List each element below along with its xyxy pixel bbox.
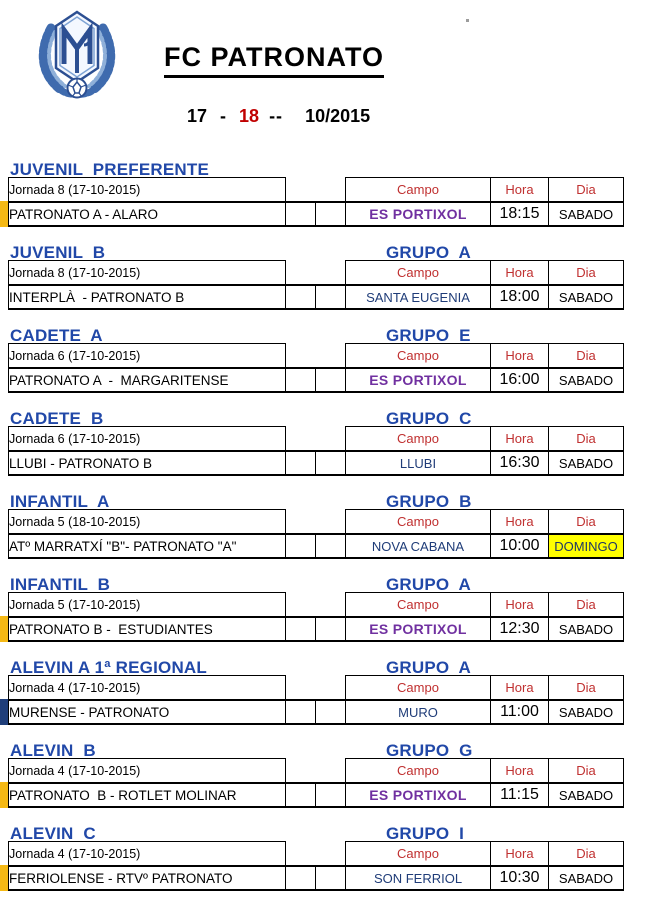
campo-value: ES PORTIXOL	[346, 368, 491, 392]
category-title: INFANTIL A	[10, 492, 110, 511]
dia-header: Dia	[549, 759, 624, 784]
dia-header: Dia	[549, 427, 624, 452]
campo-value: ES PORTIXOL	[346, 783, 491, 807]
jornada-row	[9, 344, 624, 369]
hora-value: 12:30	[491, 617, 549, 641]
spacer-cell	[286, 178, 316, 203]
dia-header: Dia	[549, 842, 624, 867]
jornada-cell: Jornada 6 (17-10-2015)	[9, 427, 286, 452]
campo-value: NOVA CABANA	[346, 534, 491, 558]
category-title: JUVENIL B	[10, 243, 106, 262]
campo-header: Campo	[346, 344, 491, 369]
club-crest-logo	[35, 8, 119, 100]
campo-value: MURO	[346, 700, 491, 724]
match-cell: FERRIOLENSE - RTVº PATRONATO	[9, 866, 286, 890]
hora-value: 11:15	[491, 783, 549, 807]
group-label: GRUPO A	[386, 243, 472, 262]
dia-value-cell: SABADO	[549, 451, 624, 475]
spacer-cell	[316, 178, 346, 203]
campo-header: Campo	[346, 427, 491, 452]
dia-value-cell: SABADO	[549, 368, 624, 392]
spacer-cell	[316, 759, 346, 784]
category-title: ALEVIN B	[10, 741, 96, 760]
match-row	[9, 783, 624, 807]
schedule-table	[8, 675, 624, 725]
campo-value: SON FERRIOL	[346, 866, 491, 890]
hora-header: Hora	[491, 178, 549, 203]
date-separator-1: -	[220, 106, 227, 126]
hora-header: Hora	[491, 261, 549, 286]
jornada-cell: Jornada 4 (17-10-2015)	[9, 676, 286, 701]
schedule-table	[8, 758, 624, 808]
match-cell: INTERPLÀ - PATRONATO B	[9, 285, 286, 309]
match-cell: MURENSE - PATRONATO	[9, 700, 286, 724]
jornada-row	[9, 593, 624, 618]
schedule-table	[8, 841, 624, 891]
date-day-1: 17	[187, 106, 208, 126]
hora-header: Hora	[491, 593, 549, 618]
empty-cell	[316, 368, 346, 392]
match-row	[9, 451, 624, 475]
date-month-year: 10/2015	[305, 106, 371, 126]
empty-cell	[316, 285, 346, 309]
campo-header: Campo	[346, 261, 491, 286]
empty-cell	[286, 700, 316, 724]
group-label: GRUPO A	[386, 658, 472, 677]
date-line	[187, 106, 370, 127]
spacer-cell	[286, 261, 316, 286]
empty-cell	[286, 783, 316, 807]
spacer-cell	[316, 344, 346, 369]
jornada-cell: Jornada 8 (17-10-2015)	[9, 261, 286, 286]
empty-cell	[316, 700, 346, 724]
hora-header: Hora	[491, 427, 549, 452]
empty-cell	[286, 534, 316, 558]
category-section	[0, 575, 659, 658]
dia-header: Dia	[549, 178, 624, 203]
jornada-cell: Jornada 5 (17-10-2015)	[9, 593, 286, 618]
hora-header: Hora	[491, 759, 549, 784]
spacer-cell	[286, 842, 316, 867]
jornada-row	[9, 178, 624, 203]
empty-cell	[286, 202, 316, 226]
spacer-cell	[316, 676, 346, 701]
category-title: CADETE A	[10, 326, 103, 345]
title-wrap	[164, 42, 382, 78]
match-cell: PATRONATO A - ALARO	[9, 202, 286, 226]
spacer-cell	[286, 759, 316, 784]
empty-cell	[316, 783, 346, 807]
category-title: ALEVIN A 1ª REGIONAL	[10, 658, 207, 677]
campo-value: LLUBI	[346, 451, 491, 475]
category-section	[0, 658, 659, 741]
schedule-table	[8, 177, 624, 227]
dia-header: Dia	[549, 261, 624, 286]
jornada-row	[9, 842, 624, 867]
group-label: GRUPO A	[386, 575, 472, 594]
campo-value: ES PORTIXOL	[346, 202, 491, 226]
spacer-cell	[316, 842, 346, 867]
jornada-row	[9, 510, 624, 535]
empty-cell	[286, 368, 316, 392]
dia-value-cell: SABADO	[549, 866, 624, 890]
campo-header: Campo	[346, 676, 491, 701]
dia-value-cell: SABADO	[549, 700, 624, 724]
empty-cell	[316, 866, 346, 890]
schedule-table	[8, 260, 624, 310]
category-section	[0, 160, 659, 243]
jornada-row	[9, 676, 624, 701]
match-row	[9, 534, 624, 558]
campo-value: ES PORTIXOL	[346, 617, 491, 641]
hora-value: 10:00	[491, 534, 549, 558]
match-cell: ATº MARRATXÍ "B"- PATRONATO "A"	[9, 534, 286, 558]
schedule-table	[8, 592, 624, 642]
dia-value-cell: SABADO	[549, 202, 624, 226]
category-title: ALEVIN C	[10, 824, 96, 843]
spacer-cell	[286, 427, 316, 452]
group-label: GRUPO G	[386, 741, 473, 760]
schedule-table	[8, 343, 624, 393]
category-section	[0, 409, 659, 492]
hora-value: 11:00	[491, 700, 549, 724]
empty-cell	[286, 451, 316, 475]
empty-cell	[316, 617, 346, 641]
group-label: GRUPO I	[386, 824, 465, 843]
match-row	[9, 202, 624, 226]
match-row	[9, 617, 624, 641]
spacer-cell	[286, 593, 316, 618]
jornada-cell: Jornada 4 (17-10-2015)	[9, 842, 286, 867]
group-label: GRUPO B	[386, 492, 472, 511]
campo-header: Campo	[346, 178, 491, 203]
empty-cell	[316, 202, 346, 226]
match-row	[9, 368, 624, 392]
date-day-2: 18	[239, 106, 260, 126]
page-title: FC PATRONATO	[164, 42, 384, 78]
schedule-table	[8, 426, 624, 476]
spacer-cell	[316, 510, 346, 535]
match-row	[9, 285, 624, 309]
jornada-row	[9, 427, 624, 452]
jornada-cell: Jornada 4 (17-10-2015)	[9, 759, 286, 784]
jornada-cell: Jornada 5 (18-10-2015)	[9, 510, 286, 535]
match-cell: PATRONATO B - ESTUDIANTES	[9, 617, 286, 641]
dia-header: Dia	[549, 593, 624, 618]
campo-value: SANTA EUGENIA	[346, 285, 491, 309]
jornada-row	[9, 261, 624, 286]
category-section	[0, 824, 659, 903]
match-row	[9, 700, 624, 724]
spacer-cell	[286, 344, 316, 369]
spacer-cell	[316, 261, 346, 286]
hora-value: 10:30	[491, 866, 549, 890]
group-label: GRUPO C	[386, 409, 472, 428]
match-cell: PATRONATO A - MARGARITENSE	[9, 368, 286, 392]
category-section	[0, 326, 659, 409]
empty-cell	[286, 866, 316, 890]
spacer-cell	[286, 510, 316, 535]
jornada-row	[9, 759, 624, 784]
empty-cell	[286, 285, 316, 309]
dia-value-cell: SABADO	[549, 285, 624, 309]
category-section	[0, 243, 659, 326]
hora-header: Hora	[491, 842, 549, 867]
category-title: JUVENIL PREFERENTE	[10, 160, 210, 179]
hora-value: 16:00	[491, 368, 549, 392]
match-cell: PATRONATO B - ROTLET MOLINAR	[9, 783, 286, 807]
category-title: INFANTIL B	[10, 575, 111, 594]
hora-header: Hora	[491, 510, 549, 535]
hora-header: Hora	[491, 676, 549, 701]
category-title: CADETE B	[10, 409, 104, 428]
hora-value: 18:15	[491, 202, 549, 226]
date-separator-2: --	[269, 106, 284, 126]
spacer-cell	[316, 593, 346, 618]
dia-value-cell: SABADO	[549, 617, 624, 641]
empty-cell	[316, 534, 346, 558]
hora-value: 16:30	[491, 451, 549, 475]
dia-header: Dia	[549, 344, 624, 369]
dia-value-cell: SABADO	[549, 783, 624, 807]
dia-header: Dia	[549, 510, 624, 535]
empty-cell	[316, 451, 346, 475]
jornada-cell: Jornada 8 (17-10-2015)	[9, 178, 286, 203]
jornada-cell: Jornada 6 (17-10-2015)	[9, 344, 286, 369]
empty-cell	[286, 617, 316, 641]
hora-value: 18:00	[491, 285, 549, 309]
category-section	[0, 492, 659, 575]
dia-value-cell: DOMINGO	[549, 534, 624, 558]
spacer-cell	[316, 427, 346, 452]
stray-mark	[466, 19, 469, 22]
campo-header: Campo	[346, 510, 491, 535]
campo-header: Campo	[346, 759, 491, 784]
match-cell: LLUBI - PATRONATO B	[9, 451, 286, 475]
category-section	[0, 741, 659, 824]
campo-header: Campo	[346, 593, 491, 618]
campo-header: Campo	[346, 842, 491, 867]
match-row	[9, 866, 624, 890]
schedule-table	[8, 509, 624, 559]
hora-header: Hora	[491, 344, 549, 369]
dia-header: Dia	[549, 676, 624, 701]
spacer-cell	[286, 676, 316, 701]
group-label: GRUPO E	[386, 326, 471, 345]
